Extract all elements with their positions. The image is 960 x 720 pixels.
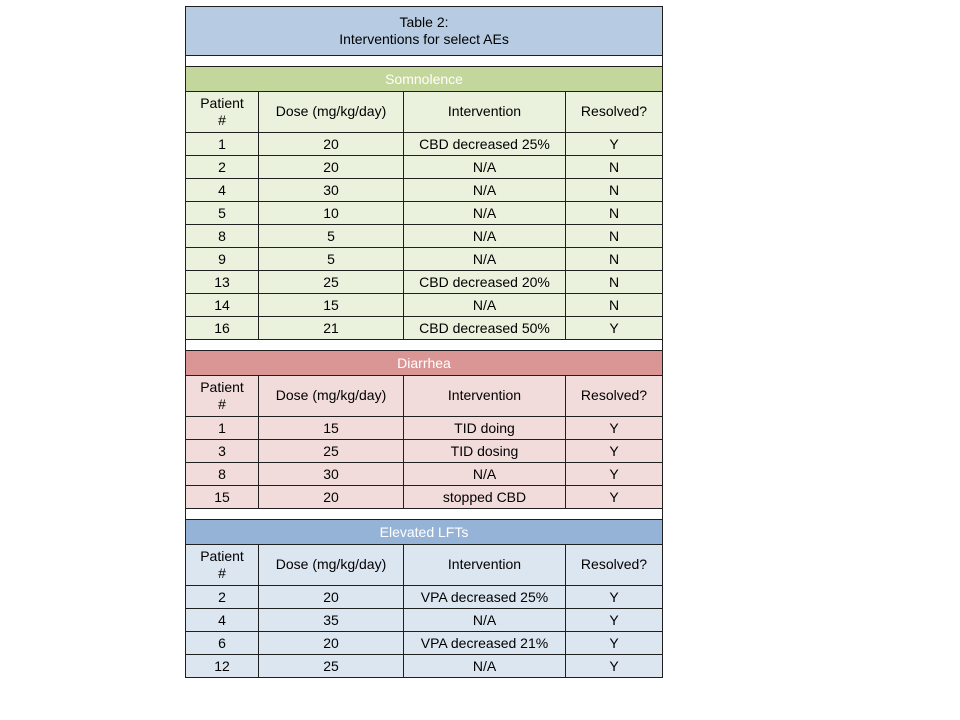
patient-cell: 14	[186, 294, 259, 317]
column-header-row	[186, 376, 663, 417]
column-header-row	[186, 92, 663, 133]
section-header-somnolence	[186, 67, 663, 92]
patient-cell: 1	[186, 133, 259, 156]
table-row	[186, 440, 663, 463]
header-intervention	[404, 92, 566, 133]
intervention-cell: N/A	[404, 156, 566, 179]
patient-cell: 1	[186, 417, 259, 440]
resolved-cell: Y	[566, 586, 663, 609]
header-dose-label: Dose (mg/kg/day)	[275, 555, 387, 572]
intervention-cell: N/A	[404, 225, 566, 248]
section-gap	[186, 56, 663, 67]
intervention-cell: stopped CBD	[404, 486, 566, 509]
header-dose-label: Dose (mg/kg/day)	[275, 102, 387, 119]
dose-cell: 30	[259, 463, 404, 486]
header-dose	[259, 376, 404, 417]
intervention-cell: N/A	[404, 609, 566, 632]
patient-cell: 6	[186, 632, 259, 655]
patient-cell: 3	[186, 440, 259, 463]
table-row	[186, 179, 663, 202]
table-row	[186, 225, 663, 248]
header-resolved-label: Resolved?	[580, 386, 648, 403]
table-row	[186, 655, 663, 678]
table-row	[186, 586, 663, 609]
header-patient-line2: #	[218, 565, 226, 581]
intervention-cell: CBD decreased 50%	[404, 317, 566, 340]
dose-cell: 35	[259, 609, 404, 632]
resolved-cell: N	[566, 248, 663, 271]
section-gap	[186, 340, 663, 351]
header-intervention	[404, 376, 566, 417]
table-title	[186, 7, 663, 56]
intervention-cell: N/A	[404, 179, 566, 202]
table-row	[186, 486, 663, 509]
intervention-cell: N/A	[404, 248, 566, 271]
dose-cell: 20	[259, 156, 404, 179]
intervention-cell: N/A	[404, 463, 566, 486]
dose-cell: 25	[259, 271, 404, 294]
header-dose	[259, 92, 404, 133]
interventions-table	[185, 6, 663, 678]
patient-cell: 16	[186, 317, 259, 340]
patient-cell: 12	[186, 655, 259, 678]
resolved-cell: Y	[566, 655, 663, 678]
table-row	[186, 202, 663, 225]
resolved-cell: Y	[566, 440, 663, 463]
table-row	[186, 248, 663, 271]
header-intervention-label: Intervention	[447, 386, 522, 403]
title-row	[186, 7, 663, 56]
resolved-cell: Y	[566, 632, 663, 655]
section-header-elevated-lfts	[186, 520, 663, 545]
dose-cell: 25	[259, 655, 404, 678]
table-row	[186, 294, 663, 317]
table-row	[186, 632, 663, 655]
dose-cell: 20	[259, 133, 404, 156]
table-row	[186, 463, 663, 486]
section-title-somnolence: Somnolence	[186, 67, 663, 92]
header-intervention	[404, 545, 566, 586]
intervention-cell: TID doing	[404, 417, 566, 440]
table-row	[186, 271, 663, 294]
header-dose	[259, 545, 404, 586]
dose-cell: 20	[259, 486, 404, 509]
patient-cell: 4	[186, 179, 259, 202]
table-body	[186, 7, 663, 678]
header-patient-line2: #	[218, 396, 226, 412]
dose-cell: 20	[259, 632, 404, 655]
dose-cell: 25	[259, 440, 404, 463]
header-patient	[186, 92, 259, 133]
gap-cell	[186, 340, 663, 351]
patient-cell: 8	[186, 463, 259, 486]
header-patient	[186, 376, 259, 417]
table-row	[186, 417, 663, 440]
patient-cell: 4	[186, 609, 259, 632]
header-resolved-label: Resolved?	[580, 102, 648, 119]
section-header-diarrhea	[186, 351, 663, 376]
intervention-cell: TID dosing	[404, 440, 566, 463]
patient-cell: 15	[186, 486, 259, 509]
patient-cell: 5	[186, 202, 259, 225]
resolved-cell: Y	[566, 463, 663, 486]
header-patient	[186, 545, 259, 586]
patient-cell: 9	[186, 248, 259, 271]
gap-cell	[186, 56, 663, 67]
header-intervention-label: Intervention	[447, 102, 522, 119]
patient-cell: 8	[186, 225, 259, 248]
header-resolved	[566, 545, 663, 586]
table-title-line1: Table 2:	[399, 14, 449, 30]
header-resolved	[566, 376, 663, 417]
resolved-cell: N	[566, 179, 663, 202]
intervention-cell: N/A	[404, 655, 566, 678]
column-header-row	[186, 545, 663, 586]
resolved-cell: N	[566, 294, 663, 317]
intervention-cell: N/A	[404, 202, 566, 225]
resolved-cell: N	[566, 225, 663, 248]
header-resolved-label: Resolved?	[580, 555, 648, 572]
resolved-cell: Y	[566, 609, 663, 632]
table-title-line2: Interventions for select AEs	[339, 31, 509, 47]
dose-cell: 5	[259, 225, 404, 248]
dose-cell: 15	[259, 294, 404, 317]
section-gap	[186, 509, 663, 520]
table-row	[186, 609, 663, 632]
patient-cell: 2	[186, 586, 259, 609]
section-title-diarrhea: Diarrhea	[186, 351, 663, 376]
intervention-cell: CBD decreased 20%	[404, 271, 566, 294]
dose-cell: 5	[259, 248, 404, 271]
resolved-cell: N	[566, 271, 663, 294]
table-row	[186, 133, 663, 156]
dose-cell: 30	[259, 179, 404, 202]
gap-cell	[186, 509, 663, 520]
patient-cell: 13	[186, 271, 259, 294]
header-patient-line1: Patient	[200, 548, 244, 564]
table-row	[186, 317, 663, 340]
dose-cell: 20	[259, 586, 404, 609]
intervention-cell: VPA decreased 21%	[404, 632, 566, 655]
resolved-cell: Y	[566, 133, 663, 156]
resolved-cell: Y	[566, 417, 663, 440]
header-patient-line2: #	[218, 112, 226, 128]
patient-cell: 2	[186, 156, 259, 179]
header-patient-line1: Patient	[200, 95, 244, 111]
resolved-cell: Y	[566, 486, 663, 509]
section-title-elevated-lfts: Elevated LFTs	[186, 520, 663, 545]
resolved-cell: N	[566, 202, 663, 225]
header-dose-label: Dose (mg/kg/day)	[275, 386, 387, 403]
header-patient-line1: Patient	[200, 379, 244, 395]
intervention-cell: N/A	[404, 294, 566, 317]
table-row	[186, 156, 663, 179]
dose-cell: 15	[259, 417, 404, 440]
dose-cell: 21	[259, 317, 404, 340]
resolved-cell: N	[566, 156, 663, 179]
header-intervention-label: Intervention	[447, 555, 522, 572]
header-resolved	[566, 92, 663, 133]
intervention-cell: VPA decreased 25%	[404, 586, 566, 609]
intervention-cell: CBD decreased 25%	[404, 133, 566, 156]
dose-cell: 10	[259, 202, 404, 225]
resolved-cell: Y	[566, 317, 663, 340]
